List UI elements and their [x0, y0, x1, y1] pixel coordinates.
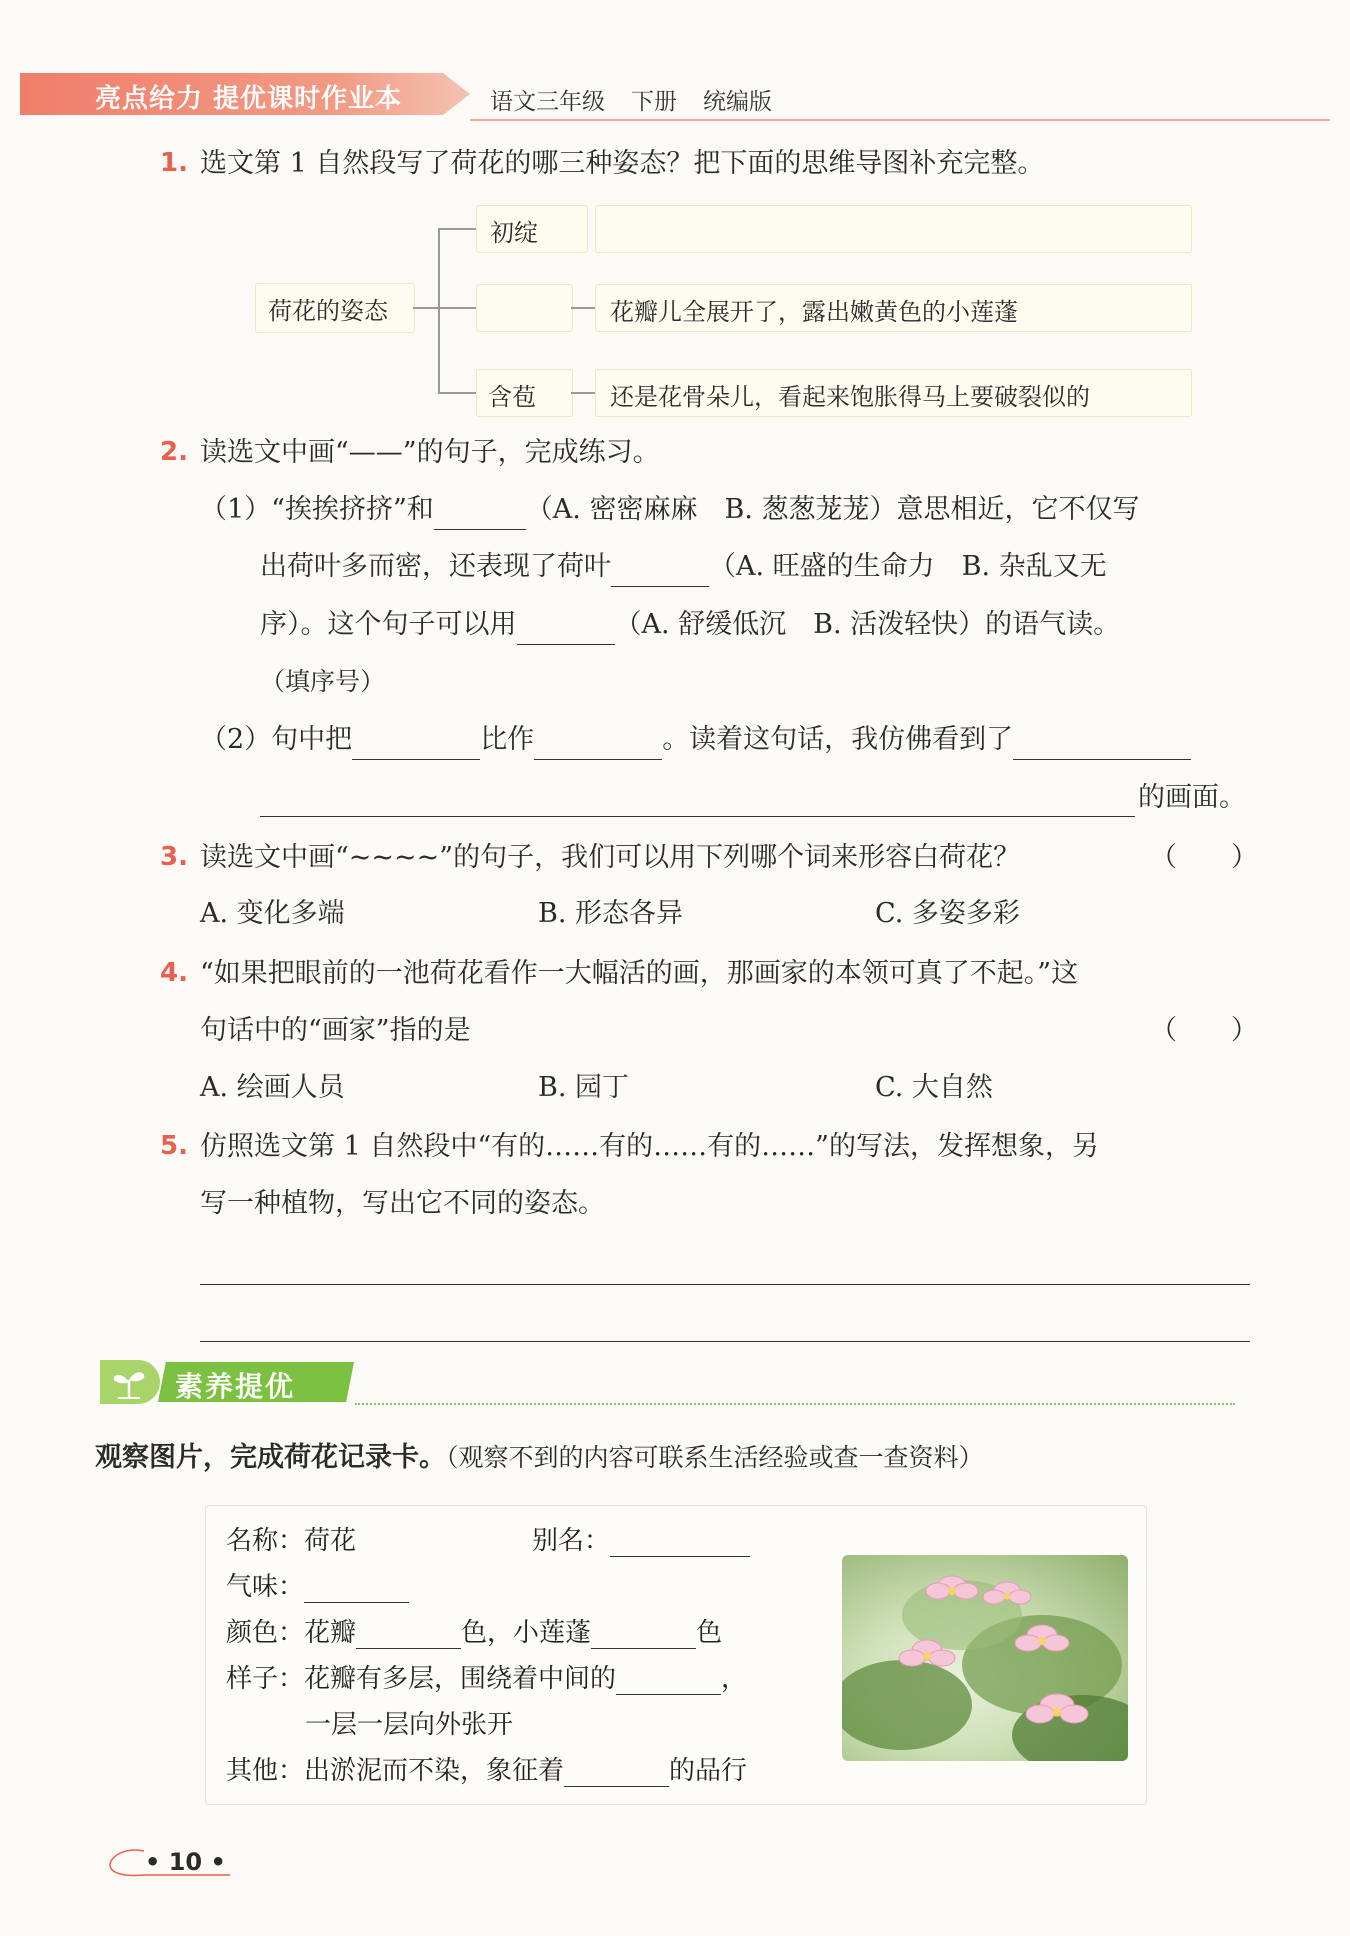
card-smell-blank[interactable]: [304, 1572, 409, 1603]
q2-p1-l3b: （A. 舒缓低沉 B. 活泼轻快）的语气读。: [614, 609, 1121, 640]
q4-option-c[interactable]: C. 大自然: [875, 1072, 993, 1103]
q5-answer-line-1[interactable]: [200, 1254, 1250, 1285]
card-color-c: 色: [696, 1618, 723, 1648]
q2-part1-line1: [200, 490, 1139, 530]
card-alias-row: [532, 1520, 750, 1557]
card-color-row: [226, 1612, 722, 1649]
card-other-row: [226, 1750, 747, 1787]
q3-option-c[interactable]: C. 多姿多彩: [875, 898, 1020, 929]
question-2-text: 读选文中画“——”的句子，完成练习。: [200, 437, 660, 468]
card-shape-row: [226, 1658, 747, 1695]
q2-blank-5[interactable]: [534, 729, 662, 760]
mindmap-branch-1: [438, 228, 476, 230]
question-1-number: 1.: [160, 148, 188, 178]
q4-option-b[interactable]: B. 园丁: [538, 1072, 630, 1103]
mindmap-branch-2: [438, 307, 476, 309]
q2-blank-1[interactable]: [434, 499, 526, 530]
card-shape-blank[interactable]: [616, 1664, 721, 1695]
card-shape-b: ，: [721, 1664, 748, 1694]
card-smell-label: 气味：: [226, 1572, 305, 1602]
mindmap-b3-label: 含苞: [488, 383, 536, 411]
card-seedpod-color-blank[interactable]: [591, 1618, 696, 1649]
section-title: 素养提优: [175, 1370, 296, 1403]
q2-p1-l1a: （1）“挨挨挤挤”和: [200, 494, 434, 525]
question-5-line2: 写一种植物，写出它不同的姿态。: [200, 1188, 605, 1219]
mindmap-connector: [413, 307, 438, 309]
q2-p2-l1a: （2）句中把: [200, 724, 353, 755]
q4-option-a[interactable]: A. 绘画人员: [200, 1072, 345, 1103]
q2-blank-2[interactable]: [611, 556, 709, 587]
q2-part1-line2: [260, 547, 1107, 587]
q2-blank-3[interactable]: [517, 614, 615, 645]
lotus-photo: [842, 1555, 1128, 1761]
question-4-number: 4.: [160, 958, 188, 988]
mindmap-b2-dash: [571, 307, 595, 309]
header-rule: [470, 119, 1330, 121]
card-shape-a: 样子：花瓣有多层，围绕着中间的: [226, 1664, 617, 1694]
q3-option-a[interactable]: A. 变化多端: [200, 898, 345, 929]
question-4-line2: 句话中的“画家”指的是: [200, 1015, 471, 1046]
question-4-line1: “如果把眼前的一池荷花看作一大幅活的画，那画家的本领可真了不起。”这: [200, 958, 1079, 989]
q2-p1-l2b: （A. 旺盛的生命力 B. 杂乱又无: [709, 551, 1107, 582]
q2-part2-line2: 的画面。: [1138, 782, 1246, 813]
q2-p1-l1b: （A. 密密麻麻 B. 葱葱茏茏）意思相近，它不仅写: [525, 494, 1140, 525]
mindmap-branch-3: [438, 392, 476, 394]
mindmap-b3-dash: [571, 392, 595, 394]
card-shape-cont: 一层一层向外张开: [305, 1710, 514, 1740]
q3-option-b[interactable]: B. 形态各异: [538, 898, 684, 929]
lotus-illustration: [842, 1555, 1128, 1761]
mindmap-b2-desc: 花瓣儿全展开了，露出嫩黄色的小莲蓬: [610, 298, 1018, 326]
card-other-blank[interactable]: [564, 1756, 669, 1787]
card-smell-row: [226, 1566, 409, 1603]
card-other-a: 其他：出淤泥而不染，象征着: [226, 1756, 565, 1786]
mindmap-center-label: 荷花的姿态: [268, 297, 388, 325]
q2-blank-6[interactable]: [1013, 729, 1191, 760]
card-color-b: 色，小莲蓬: [461, 1618, 592, 1648]
q5-answer-line-2[interactable]: [200, 1311, 1250, 1342]
instruction-text: 观察图片，完成荷花记录卡。: [95, 1442, 446, 1473]
mindmap-b2-label-box[interactable]: [476, 284, 573, 332]
q2-part1-line3: [260, 605, 1120, 645]
q2-p1-l2a: 出荷叶多而密，还表现了荷叶: [260, 551, 611, 582]
mindmap-b1-desc-box[interactable]: [595, 205, 1192, 253]
question-3-number: 3.: [160, 842, 188, 872]
page-number: • 10 •: [145, 1848, 226, 1876]
card-other-b: 的品行: [669, 1756, 748, 1786]
instruction-note: （观察不到的内容可联系生活经验或查一查资料）: [446, 1443, 984, 1472]
edition-label: 统编版: [703, 89, 772, 115]
q2-p1-l3a: 序）。这个句子可以用: [260, 609, 517, 640]
question-5-number: 5.: [160, 1131, 188, 1161]
question-2-number: 2.: [160, 437, 188, 467]
mindmap-b1-label: 初绽: [490, 219, 538, 247]
q2-part1-note: （填序号）: [260, 667, 386, 696]
card-petal-color-blank[interactable]: [356, 1618, 461, 1649]
section-instruction: [95, 1435, 984, 1474]
card-color-a: 颜色：花瓣: [226, 1618, 357, 1648]
sprout-icon: [108, 1366, 150, 1400]
q2-p2-l1c: 。读着这句话，我仿佛看到了: [662, 724, 1014, 755]
question-1-text: 选文第 1 自然段写了荷花的哪三种姿态？把下面的思维导图补充完整。: [200, 148, 1045, 179]
q2-part2-line1: [200, 720, 1191, 760]
subject-label: 语文三年级: [490, 89, 605, 115]
card-name: 名称：荷花: [226, 1526, 357, 1556]
card-alias-label: 别名：: [532, 1526, 611, 1556]
section-dotted-rule: [355, 1403, 1235, 1405]
mindmap-bracket: [438, 228, 440, 393]
q2-blank-4[interactable]: [352, 729, 480, 760]
question-5-line1: 仿照选文第 1 自然段中“有的……有的……有的……”的写法，发挥想象，另: [200, 1131, 1099, 1162]
book-meta: [490, 83, 798, 116]
card-alias-blank[interactable]: [610, 1526, 750, 1557]
q4-answer-paren[interactable]: （ ）: [1150, 1015, 1258, 1046]
q2-p2-l1b: 比作: [480, 724, 535, 755]
volume-label: 下册: [631, 89, 677, 115]
q3-answer-paren[interactable]: （ ）: [1150, 842, 1258, 873]
mindmap-b3-desc: 还是花骨朵儿，看起来饱胀得马上要破裂似的: [610, 383, 1090, 411]
question-3-text: 读选文中画“~~~~”的句子，我们可以用下列哪个词来形容白荷花？: [200, 842, 1021, 873]
q2-blank-7[interactable]: [260, 786, 1135, 817]
series-title: 亮点给力 提优课时作业本: [95, 84, 403, 114]
